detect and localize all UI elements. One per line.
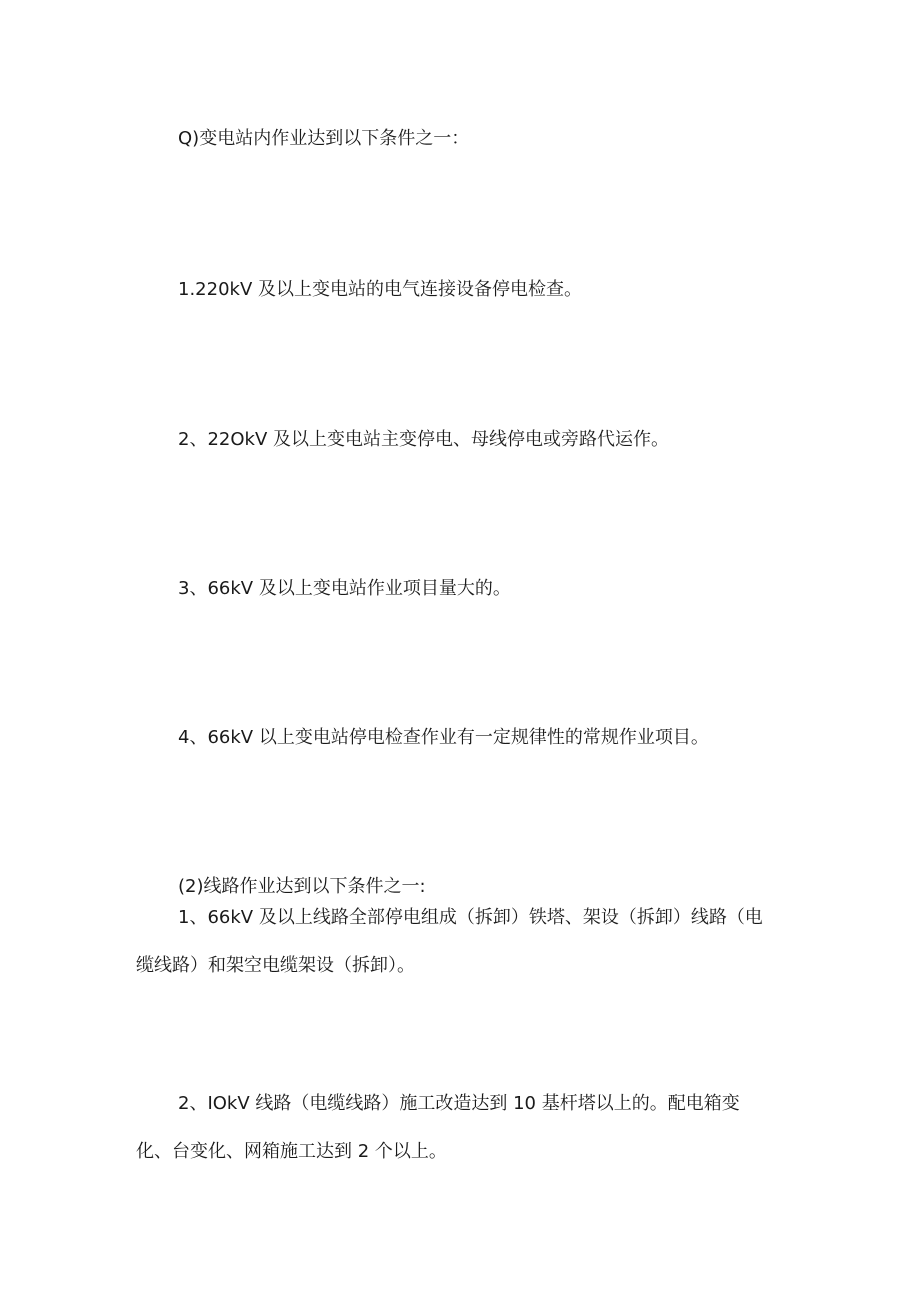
line-item-1-second-line: 缆线路）和架空电缆架设（拆卸）。 (136, 955, 415, 976)
substation-item-1: 1.220kV 及以上变电站的电气连接设备停电检查。 (178, 279, 582, 300)
section-heading-line-work: (2)线路作业达到以下条件之一: (178, 876, 426, 897)
line-item-2-first-line: 2、IOkV 线路（电缆线路）施工改造达到 10 基杆塔以上的。配电箱变 (178, 1093, 740, 1114)
substation-item-2: 2、22OkV 及以上变电站主变停电、母线停电或旁路代运作。 (178, 429, 669, 450)
line-item-2-second-line: 化、台变化、网箱施工达到 2 个以上。 (136, 1141, 447, 1162)
section-heading-substation: Q)变电站内作业达到以下条件之一： (178, 128, 470, 149)
substation-item-4: 4、66kV 以上变电站停电检查作业有一定规律性的常规作业项目。 (178, 727, 709, 748)
substation-item-3: 3、66kV 及以上变电站作业项目量大的。 (178, 578, 511, 599)
line-item-1-first-line: 1、66kV 及以上线路全部停电组成（拆卸）铁塔、架设（拆卸）线路（电 (178, 907, 763, 928)
